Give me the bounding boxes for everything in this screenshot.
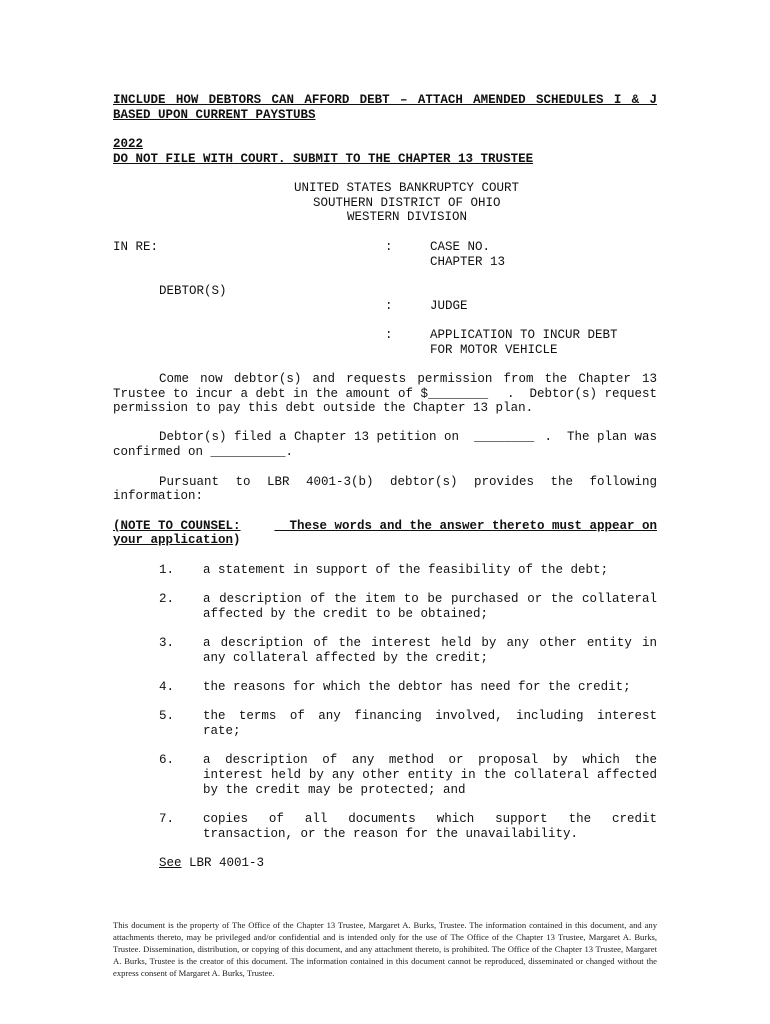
confirmed-on-text: confirmed on bbox=[113, 445, 211, 459]
header-instruction-line1: INCLUDE HOW DEBTORS CAN AFFORD DEBT – ATTACH AMENDED SCHEDULES I & J bbox=[113, 93, 657, 107]
caption-colon: : bbox=[385, 328, 393, 342]
item-number: 3. bbox=[159, 636, 175, 650]
paragraph-2-line1-start bbox=[159, 430, 534, 445]
confirmation-date-blank: __________ bbox=[210, 445, 286, 459]
paragraph-1-line2-end: . Debtor(s) request bbox=[506, 387, 657, 401]
caption-colon: : bbox=[385, 299, 393, 313]
item-number: 2. bbox=[159, 592, 175, 606]
item-text: a description of the item to be purchased or the collateral affected by the credit to be obtained; bbox=[203, 592, 657, 621]
item-number: 5. bbox=[159, 709, 175, 723]
petition-date-blank: ________ bbox=[474, 430, 535, 444]
item-text: the terms of any financing involved, including interest rate; bbox=[203, 709, 657, 738]
application-title-line2: FOR MOTOR VEHICLE bbox=[430, 343, 558, 357]
caption-colon: : bbox=[385, 240, 393, 254]
debtors-label: DEBTOR(S) bbox=[159, 284, 227, 298]
chapter-label: CHAPTER 13 bbox=[430, 255, 506, 269]
paragraph-2-line1 bbox=[159, 430, 657, 445]
petition-filed-text: Debtor(s) filed a Chapter 13 petition on bbox=[159, 430, 467, 444]
court-name: UNITED STATES BANKRUPTCY COURT bbox=[294, 181, 520, 195]
lbr-reference: LBR 4001-3 bbox=[181, 856, 265, 870]
note-close-paren: ) bbox=[233, 533, 241, 547]
item-text: the reasons for which the debtor has need for the credit; bbox=[203, 680, 631, 694]
note-to-counsel-line1 bbox=[113, 519, 657, 534]
see-reference bbox=[159, 856, 264, 871]
debt-amount-prefix: Trustee to incur a debt in the amount of $ bbox=[113, 387, 429, 401]
header-year: 2022 bbox=[113, 137, 144, 151]
note-label: (NOTE TO COUNSEL: bbox=[113, 519, 241, 533]
note-to-counsel-line2 bbox=[113, 533, 241, 548]
judge-label: JUDGE bbox=[430, 299, 468, 313]
see-word: See bbox=[159, 856, 182, 870]
paragraph-1-line2 bbox=[113, 387, 657, 402]
in-re-label: IN RE: bbox=[113, 240, 159, 254]
court-district: SOUTHERN DISTRICT OF OHIO bbox=[313, 196, 501, 210]
item-text: a description of any method or proposal by which the interest held by any other entity in the collateral affected by the credit may be protected; and bbox=[203, 753, 657, 797]
note-text: These words and the answer thereto must appear on bbox=[274, 519, 657, 533]
item-number: 4. bbox=[159, 680, 175, 694]
paragraph-3-line1: Pursuant to LBR 4001-3(b) debtor(s) provides the following bbox=[159, 475, 657, 489]
debt-amount-blank: ________ bbox=[428, 387, 489, 401]
confidentiality-footer: This document is the property of The Office of the Chapter 13 Trustee, Margaret A. Burks, Trustee. The information contained in this document, and any attachments thereto, may be privileged and/or confidential and is intended only for the use of The Office of the Chapter 13 Trustee, Margaret A. Burks, Trustee. Dissemination, distribution, or copying of this document, and any attachment thereto, is prohibited. The Office of the Chapter 13 Trustee, Margaret A. Burks, Trustee is the creator of this document. The information contained in this document cannot be reproduced, disseminated or changed without the express consent of Margaret A. Burks, Trustee. bbox=[113, 920, 657, 978]
paragraph-3-line2: information: bbox=[113, 489, 204, 503]
item-number: 7. bbox=[159, 812, 175, 826]
case-number-label: CASE NO. bbox=[430, 240, 491, 254]
item-number: 1. bbox=[159, 563, 175, 577]
application-title-line1: APPLICATION TO INCUR DEBT bbox=[430, 328, 618, 342]
paragraph-1-line2-start bbox=[113, 387, 488, 402]
header-notice: DO NOT FILE WITH COURT. SUBMIT TO THE CHAPTER 13 TRUSTEE bbox=[113, 152, 534, 166]
note-text-line2: your application bbox=[113, 533, 234, 547]
item-text: copies of all documents which support the credit transaction, or the reason for the unavailability. bbox=[203, 812, 657, 841]
paragraph-1-line1: Come now debtor(s) and requests permission from the Chapter 13 bbox=[159, 372, 657, 386]
header-instruction-line2: BASED UPON CURRENT PAYSTUBS bbox=[113, 108, 316, 122]
item-text: a description of the interest held by any other entity in any collateral affected by the credit; bbox=[203, 636, 657, 665]
court-division: WESTERN DIVISION bbox=[347, 210, 468, 224]
item-text: a statement in support of the feasibility of the debt; bbox=[203, 563, 609, 577]
period: . bbox=[285, 445, 294, 459]
paragraph-2-line1-end: . The plan was bbox=[544, 430, 657, 444]
paragraph-2-line2 bbox=[113, 445, 293, 460]
item-number: 6. bbox=[159, 753, 175, 767]
paragraph-1-line3: permission to pay this debt outside the Chapter 13 plan. bbox=[113, 401, 534, 415]
